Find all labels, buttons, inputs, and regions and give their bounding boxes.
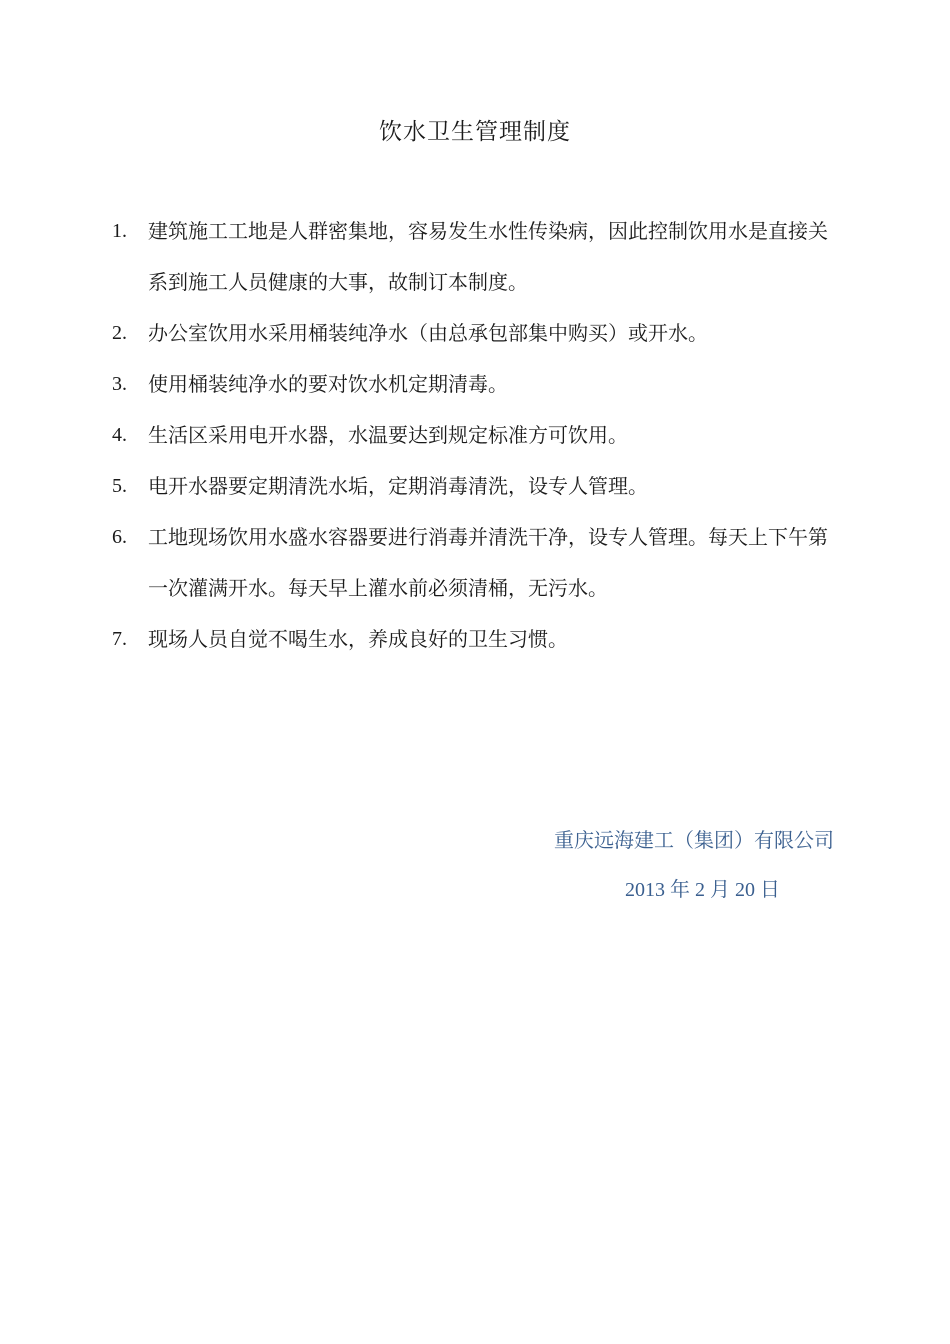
rule-text: 办公室饮用水采用桶装纯净水（由总承包部集中购买）或开水。 [148,321,708,345]
signature-date: 2013 年 2 月 20 日 [625,879,780,901]
rule-text: 电开水器要定期清洗水垢，定期消毒清洗，设专人管理。 [148,474,648,498]
rule-number: 6. [112,526,127,548]
rule-text: 工地现场饮用水盛水容器要进行消毒并清洗干净，设专人管理。每天上下午第一次灌满开水。每天早上灌水前必须清桶，无污水。 [148,525,828,600]
rule-number: 2. [112,322,127,344]
rule-number: 5. [112,475,127,497]
rule-item [112,410,832,461]
rule-text: 现场人员自觉不喝生水，养成良好的卫生习惯。 [148,627,568,651]
rule-number: 1. [112,220,127,242]
rule-text: 生活区采用电开水器，水温要达到规定标准方可饮用。 [148,423,628,447]
rule-number: 3. [112,373,127,395]
rule-item [112,308,832,359]
signature-company: 重庆远海建工（集团）有限公司 [554,828,834,852]
rule-item [112,359,832,410]
rule-item [112,512,832,614]
rule-number: 4. [112,424,127,446]
rule-item [112,461,832,512]
rule-number: 7. [112,628,127,650]
rule-item [112,614,832,665]
rule-text: 使用桶装纯净水的要对饮水机定期清毒。 [148,372,508,396]
rule-text: 建筑施工工地是人群密集地，容易发生水性传染病，因此控制饮用水是直接关系到施工人员健康的大事，故制订本制度。 [148,219,828,294]
rule-item [112,206,832,308]
document-title: 饮水卫生管理制度 [379,119,571,145]
rules-list [112,206,832,665]
